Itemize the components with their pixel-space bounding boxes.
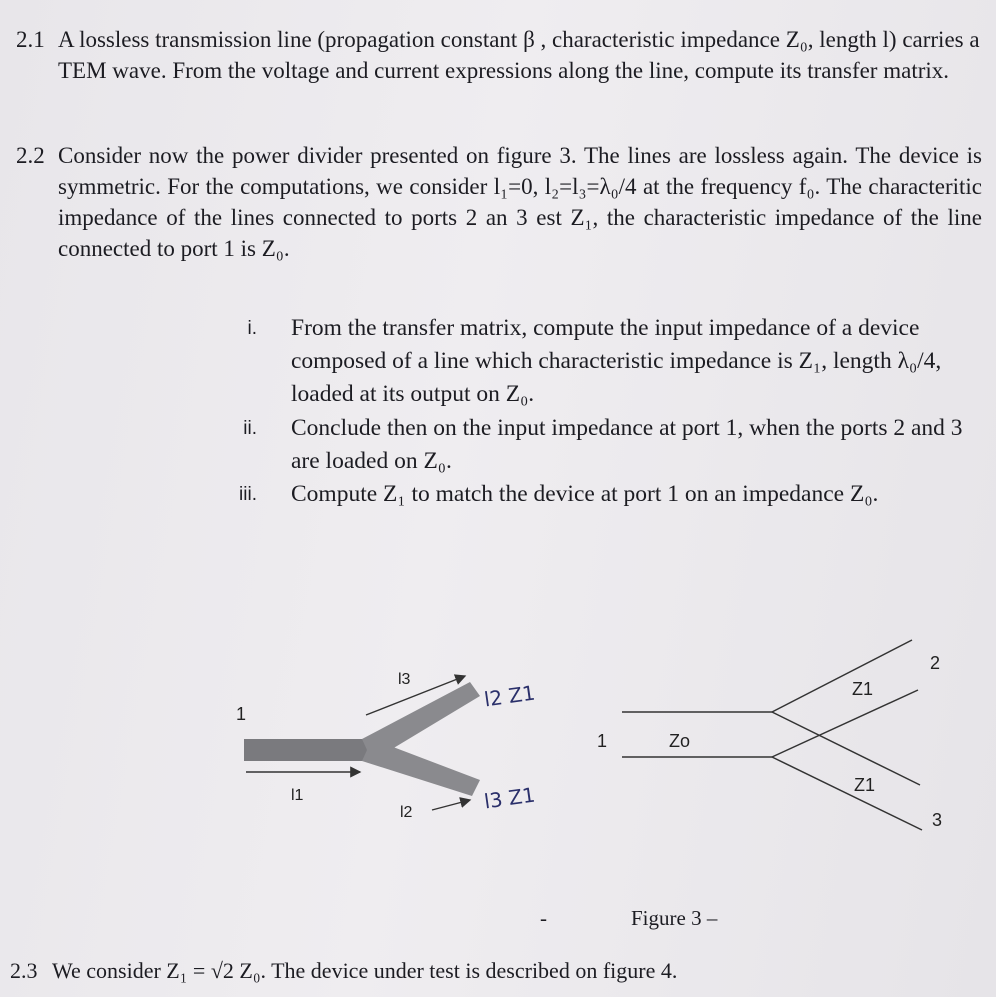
right-port-1-label: 1 [597, 731, 608, 751]
problem-number: 2.3 [10, 958, 38, 983]
figure-3-caption: - Figure 3 – [540, 906, 718, 930]
subquestion-text: Conclude then on the input impedance at port 1, when the ports 2 and 3 are loaded on Z₀. [291, 415, 963, 474]
z1-lower-line-b [772, 757, 922, 830]
l2-label: l2 [400, 804, 413, 821]
problem-text: We consider Z₁ = √2 Z₀. The device under test is described on figure 4. [52, 958, 678, 983]
l3-label: l3 [398, 671, 411, 688]
port-2-label: 2 [930, 653, 941, 673]
l1-label: l1 [291, 787, 304, 804]
port-3-label: 3 [932, 810, 943, 830]
handwritten-l2-z1: l2 Z1 [482, 680, 537, 712]
line-l2-trace [362, 739, 480, 796]
problem-number: 2.1 [16, 27, 45, 52]
handwritten-l3-z1: l3 Z1 [482, 782, 537, 814]
z0-label: Zo [669, 731, 691, 751]
l2-dimension-arrow [432, 800, 470, 810]
subquestion-marker: i. [247, 318, 257, 339]
problem-text: Consider now the power divider presented on figure 3. The lines are lossless again. The device is symmetric. For the computations, we consider l₁=0, l₂=l₃=λ₀/4 at the frequency f₀. The characteritic impedance of the lines connected to ports 2 an 3 est Z₁, the characteristic impedance of the line connected to port 1 is Z₀. [58, 143, 982, 261]
z1-lower-label: Z1 [854, 775, 876, 795]
subquestion-marker: ii. [243, 418, 257, 439]
line-l1-trace [244, 739, 372, 761]
left-port-1-label: 1 [236, 704, 247, 724]
subquestion-marker: iii. [239, 484, 257, 505]
z1-upper-label: Z1 [852, 679, 874, 699]
divider-schematic [622, 640, 922, 830]
subquestion-text: From the transfer matrix, compute the input impedance of a device composed of a line which characteristic impedance is Z₁, length λ₀/4, loaded at its output on Z₀. [291, 315, 942, 407]
problem-text: A lossless transmission line (propagation constant β , characteristic impedance Z₀, length l) carries a TEM wave. From the voltage and current expressions along the line, compute its transfer matrix. [58, 27, 980, 83]
divider-physical-layout [244, 676, 480, 810]
subquestion-text: Compute Z₁ to match the device at port 1 on an impedance Z₀. [291, 481, 879, 507]
z1-upper-line-a [772, 640, 912, 712]
problem-number: 2.2 [16, 143, 45, 168]
